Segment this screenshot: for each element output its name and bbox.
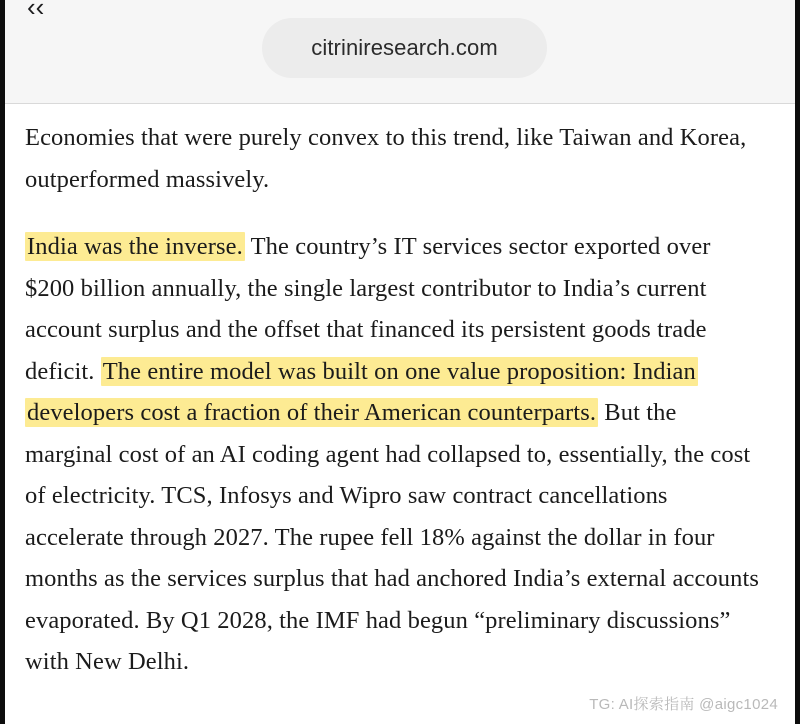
browser-chrome <box>5 0 795 104</box>
paragraph-1 <box>25 117 765 200</box>
text-run: Economies that were purely convex to this trend, like Taiwan and Korea, outperformed massively. <box>25 124 747 193</box>
text-run: But the marginal cost of an AI coding agent had collapsed to, essentially, the cost of electricity. TCS, Infosys and Wipro saw contract cancellations accelerate through 2027. The rupee fell 18% against the dollar in four months as the services surplus that had anchored India’s external accounts evaporated. By Q1 2028, the IMF had begun “preliminary discussions” with New Delhi. <box>25 399 760 675</box>
address-bar-url: citriniresearch.com <box>311 35 498 60</box>
device-bezel-right <box>795 0 800 724</box>
highlighted-text-run: India was the inverse. <box>27 233 243 260</box>
text-run: The country’s IT services sector exported over $200 billion annually, the single largest contributor to India’s current account surplus and the offset that financed its persistent goods trade deficit. <box>25 233 711 385</box>
watermark-label: TG: AI探索指南 @aigc1024 <box>589 696 778 713</box>
highlighted-text-run: The entire model was built on one value proposition: Indian developers cost a fraction of their American counterparts. <box>27 357 696 426</box>
chevron-left-icon[interactable]: ‹‹ <box>27 0 45 22</box>
paragraph-2 <box>25 226 765 683</box>
address-bar[interactable] <box>262 18 547 78</box>
article-body <box>5 105 795 724</box>
